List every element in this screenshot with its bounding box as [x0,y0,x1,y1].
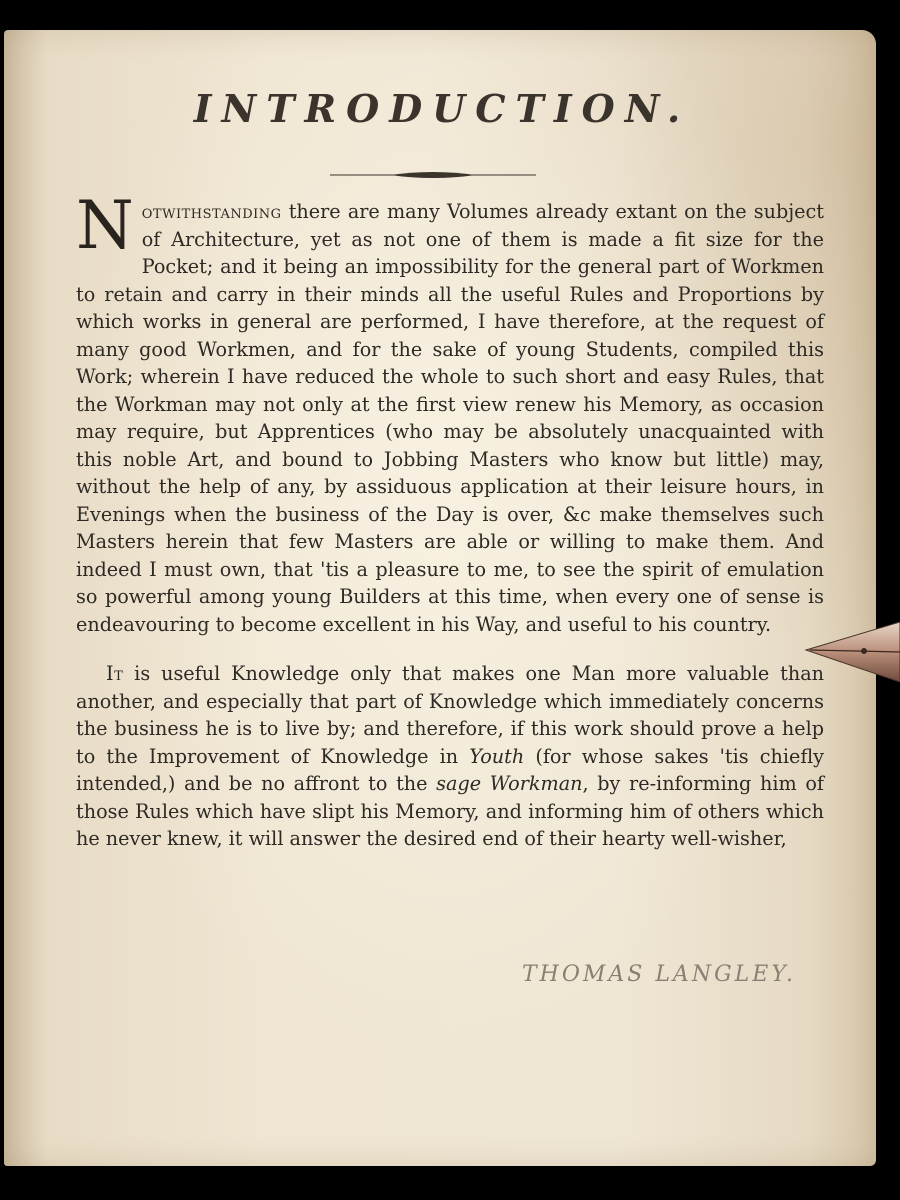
pen-nib-icon [804,616,900,688]
paragraph-two-lead: It [106,662,124,685]
italic-youth: Youth [469,744,525,768]
paragraph-two-text-a: is useful Knowledge only that makes one Man more valuable than another, and especially that part of Knowledge which immediately concerns the business he is to live by; and therefore, if this work should prove a help to the Improvement of Knowledge in [76,662,824,768]
paragraph-one-text: there are many Volumes already extant on the subject of Architecture, yet as not one of them is made a fit size for the Pocket; and it being an impossibility for the general part of Workmen to retain and carry in their minds all the useful Rules and Proportions by which works in general are performed, I have therefore, at the request of many good Workmen, and for the sake of young Students, compiled this Work; wherein I have reduced the whole to such short and easy Rules, that the Workman may not only at the first view renew his Memory, as occasion may require, but Apprentices (who may be absolutely unacquainted with this noble Art, and bound to Jobbing Masters who know but little) may, without the help of any, by assiduous application at their leisure hours, in Evenings when the business of the Day is over, &c make themselves such Masters herein that few Masters are able or willing to make them. And indeed I must own, that 'tis a pleasure to me, to see the spirit of emulation so powerful among young Builders at this time, when every one of sense is endeavouring to become excellent in his Way, and useful to his country. [76,200,824,636]
author-signature: THOMAS LANGLEY. [521,962,796,987]
paragraph-two-text-c: , by re-informing him of those Rules which have slipt his Memory, and informing him of others which he never knew, it will answer the desired end of their hearty well-wisher, [76,772,824,850]
page-title: INTRODUCTION. [193,86,691,131]
drop-cap: N [76,187,134,264]
paragraph-two [76,660,824,853]
divider-ornament [330,170,536,180]
paragraph-one [76,187,824,853]
italic-sage-workman: sage Workman [436,772,583,795]
book-page [4,30,876,1166]
paragraph-one-lead: otwithstanding [141,200,282,223]
paragraph-two-text-b: (for whose sakes 'tis chiefly intended,) and be no affront to the [76,744,824,795]
